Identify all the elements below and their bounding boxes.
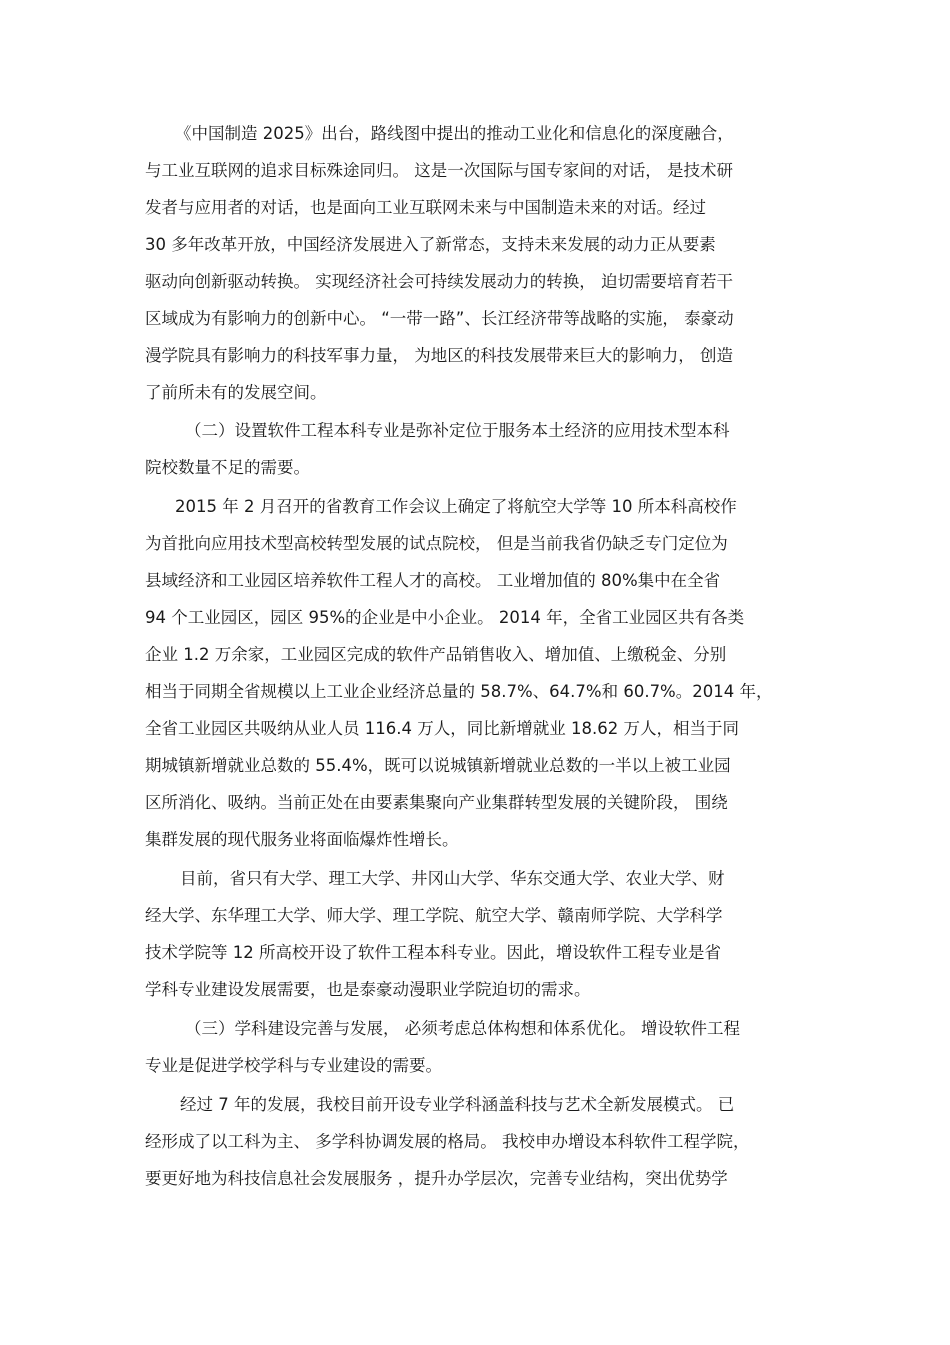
text-line: 经过 7 年的发展，我校目前开设专业学科涵盖科技与艺术全新发展模式。 已: [180, 1095, 735, 1114]
section-heading-line: （二）设置软件工程本科专业是弥补定位于服务本土经济的应用技术型本科: [185, 421, 730, 440]
text-line: 94 个工业园区，园区 95%的企业是中小企业。 2014 年，全省工业园区共有各类: [145, 608, 745, 627]
text-line: 要更好地为科技信息社会发展服务 ，提升办学层次，完善专业结构，突出优势学: [145, 1169, 728, 1188]
text-line: 县域经济和工业园区培养软件工程人才的高校。 工业增加值的 80%集中在全省: [145, 571, 721, 590]
text-line: 经大学、东华理工大学、师大学、理工学院、航空大学、赣南师学院、大学科学: [145, 906, 723, 925]
section-heading-line: 院校数量不足的需要。: [145, 458, 310, 477]
text-line: 为首批向应用技术型高校转型发展的试点院校， 但是当前我省仍缺乏专门定位为: [145, 534, 728, 553]
text-line: 技术学院等 12 所高校开设了软件工程本科专业。因此，增设软件工程专业是省: [145, 943, 721, 962]
text-line: 目前，省只有大学、理工大学、井冈山大学、华东交通大学、农业大学、财: [180, 869, 725, 888]
text-line: 30 多年改革开放，中国经济发展进入了新常态，支持未来发展的动力正从要素: [145, 235, 716, 254]
text-line: 全省工业园区共吸纳从业人员 116.4 万人，同比新增就业 18.62 万人，相当于同: [145, 719, 739, 738]
text-line: 集群发展的现代服务业将面临爆炸性增长。: [145, 830, 459, 849]
text-line: 驱动向创新驱动转换。 实现经济社会可持续发展动力的转换， 迫切需要培育若干: [145, 272, 733, 291]
text-line: 与工业互联网的追求目标殊途同归。 这是一次国际与国专家间的对话， 是技术研: [145, 161, 733, 180]
text-line: 《中国制造 2025》出台，路线图中提出的推动工业化和信息化的深度融合，: [175, 124, 734, 143]
text-line: 经形成了以工科为主、 多学科协调发展的格局。 我校申办增设本科软件工程学院，: [145, 1132, 750, 1151]
section-heading-line: 专业是促进学校学科与专业建设的需要。: [145, 1056, 442, 1075]
text-line: 学科专业建设发展需要，也是泰豪动漫职业学院迫切的需求。: [145, 980, 591, 999]
text-line: 相当于同期全省规模以上工业企业经济总量的 58.7%、64.7%和 60.7%。2014 年，: [145, 682, 773, 701]
text-line: 2015 年 2 月召开的省教育工作会议上确定了将航空大学等 10 所本科高校作: [175, 497, 737, 516]
text-line: 区域成为有影响力的创新中心。 “一带一路”、长江经济带等战略的实施， 泰豪动: [145, 309, 734, 328]
section-heading-line: （三）学科建设完善与发展， 必须考虑总体构想和体系优化。 增设软件工程: [185, 1019, 740, 1038]
text-line: 区所消化、吸纳。当前正处在由要素集聚向产业集群转型发展的关键阶段， 围绕: [145, 793, 728, 812]
text-line: 漫学院具有影响力的科技军事力量， 为地区的科技发展带来巨大的影响力， 创造: [145, 346, 733, 365]
text-line: 了前所未有的发展空间。: [145, 383, 327, 402]
text-line: 发者与应用者的对话，也是面向工业互联网未来与中国制造未来的对话。经过: [145, 198, 706, 217]
text-line: 企业 1.2 万余家，工业园区完成的软件产品销售收入、增加值、上缴税金、分别: [145, 645, 727, 664]
text-line: 期城镇新增就业总数的 55.4%，既可以说城镇新增就业总数的一半以上被工业园: [145, 756, 731, 775]
